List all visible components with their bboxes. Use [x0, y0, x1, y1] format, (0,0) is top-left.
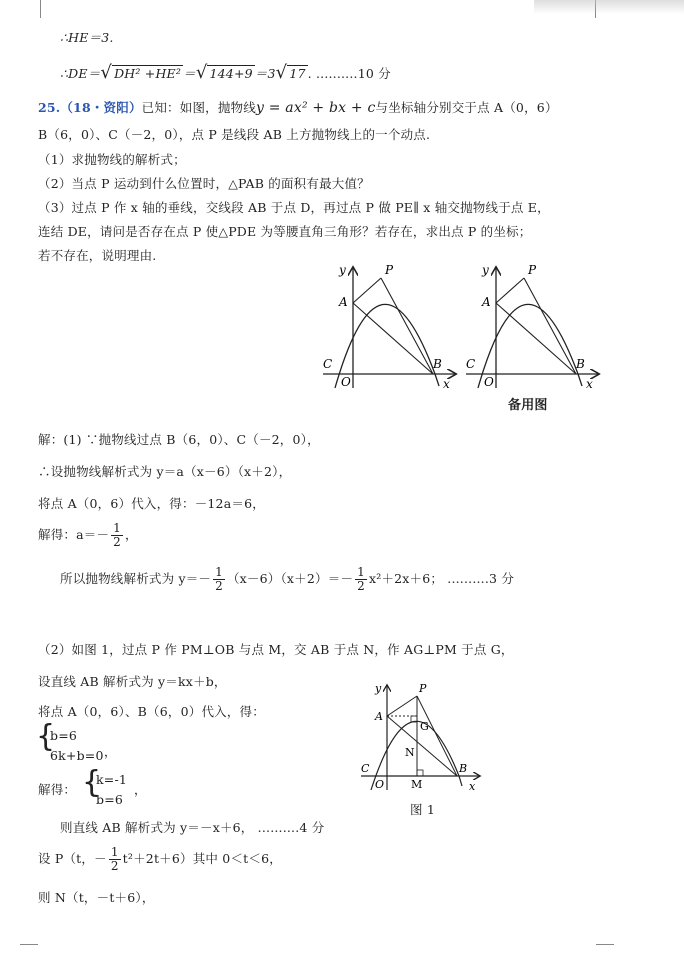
line-ab-setup: 设直线 AB 解析式为 y＝kx＋b， — [38, 674, 227, 689]
label-o: O — [484, 375, 494, 389]
label-b: B — [433, 357, 442, 371]
label-y: y — [482, 263, 489, 277]
segment-pa — [353, 278, 381, 303]
label-x: x — [469, 780, 476, 793]
solution-line-4: 解得：a＝－ $\frac{1}{2}$ ， — [38, 521, 138, 549]
question-2: （2）当点 P 运动到什么位置时，△PAB 的面积有最大值？ — [38, 176, 370, 191]
part-2-intro: （2）如图 1，过点 P 作 PM⊥OB 与点 M，交 AB 于点 N，作 AG⊥PM 于点 G， — [38, 642, 514, 657]
label-p: P — [419, 682, 427, 695]
label-a: A — [375, 710, 383, 723]
question-3-line-2: 连结 DE，请问是否存在点 P 使△PDE 为等腰直角三角形？若存在，求出点 P 的坐标； — [38, 224, 532, 239]
segment-pb — [417, 696, 457, 776]
solution-line-3: 将点 A（0，6）代入，得：－12a＝6， — [38, 496, 265, 511]
label-c: C — [361, 762, 370, 775]
label-x: x — [443, 377, 450, 391]
top-right-shadow — [534, 0, 684, 14]
label-y: y — [339, 263, 346, 277]
solution-line-5: 所以抛物线解析式为 y＝－ $\frac{1}{2}$ （x－6）（x＋2）＝－ $\frac{1}{2}$ x²＋2x＋6； ..........3 分 — [60, 565, 515, 593]
corner-mark-bottom-left — [20, 944, 38, 967]
he-line: ∴HE＝3. — [60, 30, 114, 45]
label-a: A — [482, 295, 491, 309]
figure-backup — [458, 258, 608, 393]
problem-header: 25.（18・资阳）已知：如图，抛物线y = ax² + bx + c与坐标轴分别交于点 A（0，6） — [38, 100, 558, 116]
label-p: P — [528, 263, 537, 277]
corner-mark-bottom-right — [596, 944, 614, 967]
label-o: O — [341, 375, 351, 389]
figure-1 — [355, 680, 485, 798]
segment-pb — [524, 278, 576, 374]
corner-mark-top-left — [18, 0, 41, 18]
label-b: B — [459, 762, 468, 775]
right-angle-m — [417, 770, 423, 776]
backup-caption: 备用图 — [508, 398, 548, 413]
question-3-line-3: 若不存在，说明理由. — [38, 248, 157, 263]
segment-pa — [496, 278, 524, 303]
label-b: B — [576, 357, 585, 371]
question-3-line-1: （3）过点 P 作 x 轴的垂线，交线段 AB 于点 D，再过点 P 做 PE∥ x 轴交抛物线于点 E， — [38, 200, 550, 215]
n-line: 则 N（t，－t＋6）， — [38, 890, 155, 905]
segment-ab — [496, 303, 576, 374]
label-c: C — [323, 357, 333, 371]
solution-line-2: ∴设抛物线解析式为 y＝a（x－6）（x＋2）， — [38, 464, 292, 479]
label-o: O — [375, 778, 385, 791]
ab-result: 则直线 AB 解析式为 y＝－x＋6， ..........4 分 — [60, 820, 325, 835]
substitute-line: 将点 A（0，6）、B（6，0）代入，得： — [38, 704, 265, 719]
set-p-line: 设 P（t，－ $\frac{1}{2}$ t²＋2t＋6）其中 0＜t＜6， — [38, 845, 282, 873]
segment-ab — [353, 303, 433, 374]
label-n: N — [405, 746, 415, 759]
figure-1-caption: 图 1 — [410, 802, 436, 817]
de-line: ∴DE＝√ DH² +HE² ＝√ 144+9 ＝3√ 17 . ..........10 分 — [60, 62, 391, 83]
label-a: A — [339, 295, 348, 309]
figure-main — [315, 258, 465, 393]
label-m: M — [411, 778, 423, 791]
problem-line-2: B（6，0）、C（－2，0），点 P 是线段 AB 上方抛物线上的一个动点. — [38, 127, 431, 142]
solution-line-1: 解：(1) ∵抛物线过点 B（6，0）、C（－2，0）， — [38, 432, 320, 447]
label-y: y — [375, 682, 382, 695]
label-c: C — [466, 357, 476, 371]
label-g: G — [420, 720, 429, 733]
segment-pa — [387, 696, 417, 716]
segment-pb — [381, 278, 433, 374]
question-1: （1）求抛物线的解析式； — [38, 152, 186, 167]
label-p: P — [385, 263, 394, 277]
label-x: x — [586, 377, 593, 391]
